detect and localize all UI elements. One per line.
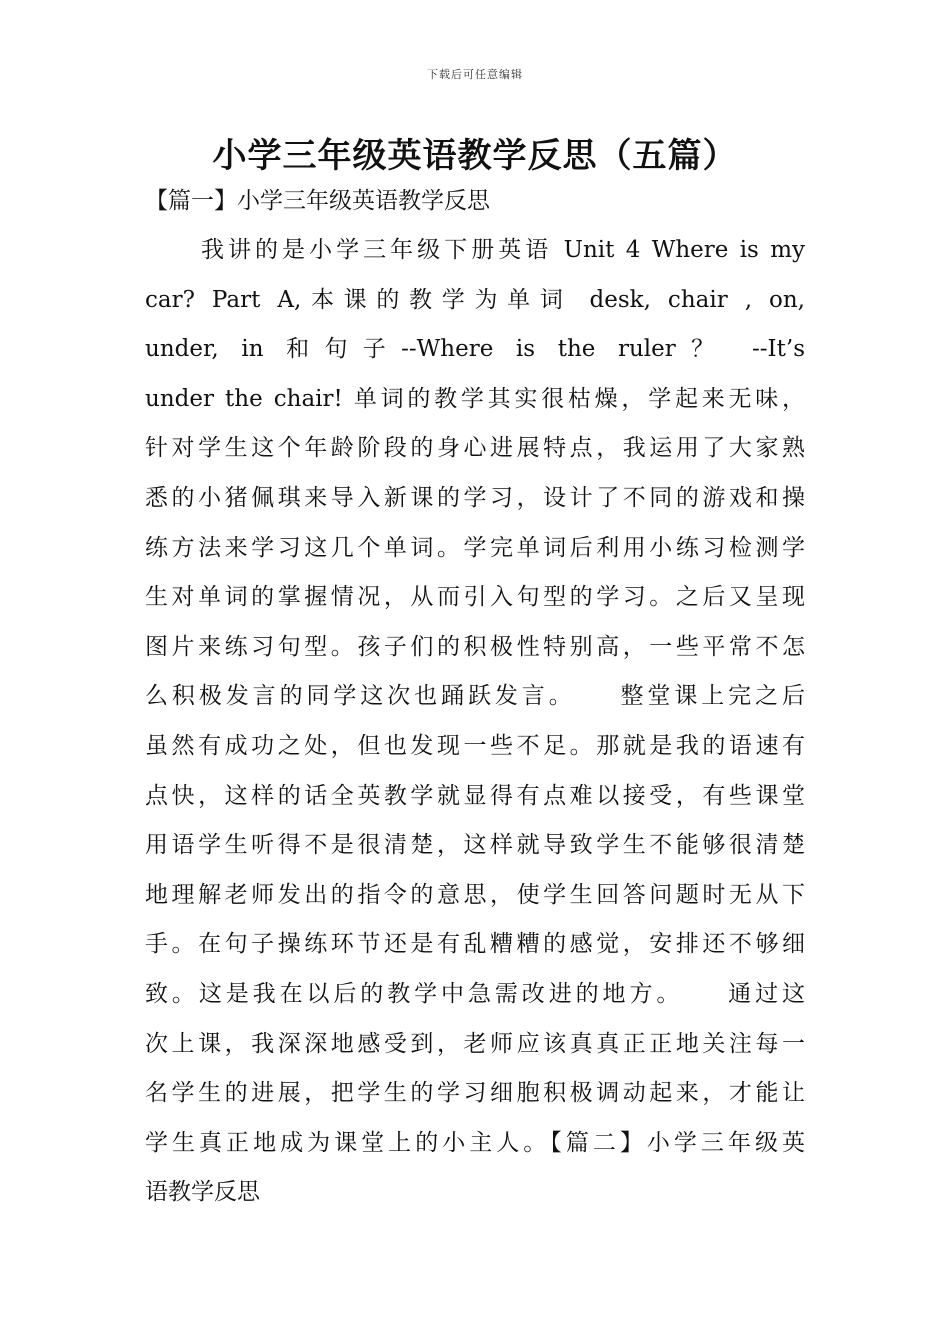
paragraph-line: 图片来练习句型。孩子们的积极性特别高，一些平常不怎 [145,633,805,660]
paragraph-line: 生对单词的掌握情况，从而引入句型的学习。之后又呈现 [145,584,805,611]
paragraph-line: 手。在句子操练环节还是有乱糟糟的感觉，安排还不够细 [145,931,805,958]
paragraph-line: 点快，这样的话全英教学就显得有点难以接受，有些课堂 [145,782,805,809]
body-paragraph [145,226,805,1218]
paragraph-line: 针对学生这个年龄阶段的身心进展特点，我运用了大家熟 [145,435,805,462]
paragraph-line: 用语学生听得不是很清楚，这样就导致学生不能够很清楚 [145,832,805,859]
document-title: 小学三年级英语教学反思（五篇） [212,136,738,176]
paragraph-line: 语教学反思 [145,1179,260,1206]
paragraph-line: car? Part A,本课的教学为单词 desk, chair , on, [145,286,805,313]
paragraph-line: under, in 和句子--Where is the ruler？ --It’s [145,336,805,363]
paragraph-line: 虽然有成功之处，但也发现一些不足。那就是我的语速有 [145,732,805,759]
paragraph-line: 学生真正地成为课堂上的小主人。【篇二】小学三年级英 [145,1129,805,1156]
section-heading: 【篇一】小学三年级英语教学反思 [145,188,490,214]
paragraph-line: 致。这是我在以后的教学中急需改进的地方。 通过这 [145,980,805,1007]
paragraph-line: 我讲的是小学三年级下册英语 Unit 4 Where is my [201,237,805,263]
paragraph-line: 么积极发言的同学这次也踊跃发言。 整堂课上完之后 [145,683,805,710]
paragraph-line: under the chair! 单词的教学其实很枯燥，学起来无味， [145,385,805,412]
paragraph-line: 悉的小猪佩琪来导入新课的学习，设计了不同的游戏和操 [145,484,805,511]
header-note: 下载后可任意编辑 [427,68,523,81]
paragraph-line: 名学生的进展，把学生的学习细胞积极调动起来，才能让 [145,1080,805,1107]
paragraph-line: 次上课，我深深地感受到，老师应该真真正正地关注每一 [145,1030,805,1057]
paragraph-line: 地理解老师发出的指令的意思，使学生回答问题时无从下 [145,881,805,908]
paragraph-line: 练方法来学习这几个单词。学完单词后利用小练习检测学 [145,534,805,561]
